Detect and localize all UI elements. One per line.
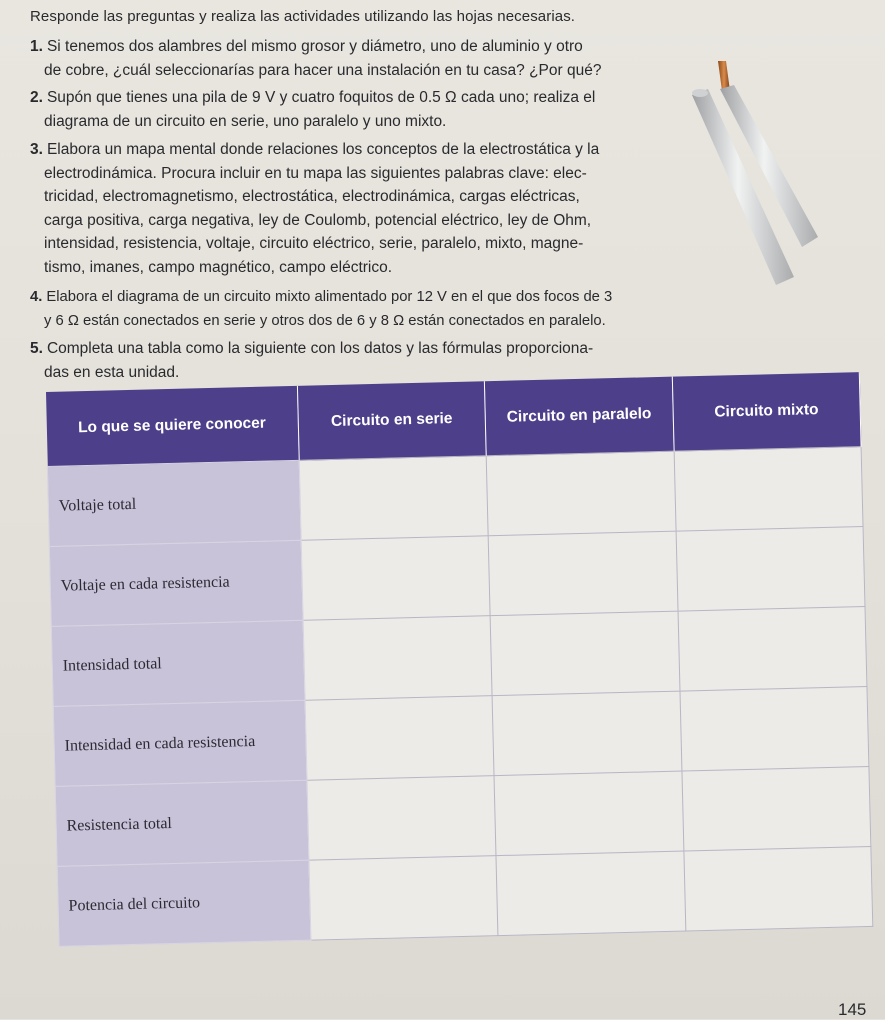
question-line: electrodinámica. Procura incluir en tu mapa las siguientes palabras clave: elec- — [44, 164, 587, 182]
row-label: Voltaje en cada resistencia — [49, 540, 303, 626]
question-line: Completa una tabla como la siguiente con los datos y las fórmulas proporciona- — [46, 340, 594, 357]
question-line: tricidad, electromagnetismo, electrostática, electrodinámica, cargas eléctricas, — [44, 188, 580, 205]
question-line: carga positiva, carga negativa, ley de Coulomb, potencial eléctrico, ley de Ohm, — [44, 211, 592, 229]
question-number: 4. — [30, 289, 43, 305]
empty-cell — [309, 856, 498, 941]
question-5 — [30, 337, 593, 384]
empty-cell — [496, 851, 685, 936]
page-number: 145 — [838, 1000, 867, 1019]
empty-cell — [486, 451, 675, 536]
empty-cell — [683, 846, 872, 931]
row-label: Voltaje total — [47, 460, 301, 546]
electric-wire-illustration — [690, 55, 820, 295]
question-line: y 6 Ω están conectados en serie y otros dos de 6 y 8 Ω están conectados en paralelo. — [44, 312, 606, 329]
question-line: Elabora el diagrama de un circuito mixto alimentado por 12 V en el que dos focos de 3 — [46, 289, 613, 305]
question-1 — [30, 35, 601, 82]
wire-end — [692, 89, 708, 97]
question-3 — [30, 138, 599, 279]
column-header: Circuito mixto — [672, 372, 861, 451]
copper-core — [718, 61, 730, 91]
empty-cell — [674, 447, 863, 532]
row-label: Intensidad total — [51, 620, 305, 706]
question-line: Supón que tienes una pila de 9 V y cuatro foquitos de 0.5 Ω cada uno; realiza el — [46, 89, 596, 106]
question-number: 5. — [30, 340, 43, 357]
empty-cell — [492, 691, 681, 776]
question-line: Si tenemos dos alambres del mismo grosor y diámetro, uno de aluminio y otro — [46, 38, 583, 55]
question-line: diagrama de un circuito en serie, uno paralelo y uno mixto. — [44, 112, 447, 130]
empty-cell — [488, 531, 677, 616]
empty-cell — [307, 776, 496, 861]
question-number: 1. — [30, 38, 43, 55]
empty-cell — [303, 616, 492, 701]
row-label: Intensidad en cada resistencia — [53, 700, 307, 786]
question-number: 3. — [30, 141, 43, 158]
comparison-table — [45, 372, 873, 947]
question-number: 2. — [30, 89, 43, 106]
empty-cell — [490, 611, 679, 696]
question-2 — [30, 86, 595, 133]
empty-cell — [678, 607, 867, 692]
instructions-intro: Responde las preguntas y realiza las actividades utilizando las hojas necesarias. — [30, 8, 576, 25]
empty-cell — [305, 696, 494, 781]
empty-cell — [299, 456, 488, 541]
row-label: Resistencia total — [55, 780, 309, 866]
question-line: das en esta unidad. — [44, 363, 180, 381]
row-label: Potencia del circuito — [57, 860, 311, 946]
column-header: Circuito en paralelo — [484, 377, 673, 456]
question-line: intensidad, resistencia, voltaje, circuito eléctrico, serie, paralelo, mixto, magne- — [44, 235, 584, 252]
column-header: Circuito en serie — [297, 381, 486, 460]
empty-cell — [301, 536, 490, 621]
empty-cell — [681, 766, 870, 851]
empty-cell — [494, 771, 683, 856]
empty-cell — [676, 527, 865, 612]
question-line: de cobre, ¿cuál seleccionarías para hacer una instalación en tu casa? ¿Por qué? — [44, 61, 602, 79]
column-header: Lo que se quiere conocer — [45, 386, 298, 467]
empty-cell — [680, 687, 869, 772]
question-4 — [30, 286, 612, 333]
question-line: tismo, imanes, campo magnético, campo eléctrico. — [44, 258, 393, 276]
question-line: Elabora un mapa mental donde relaciones los conceptos de la electrostática y la — [46, 141, 600, 158]
